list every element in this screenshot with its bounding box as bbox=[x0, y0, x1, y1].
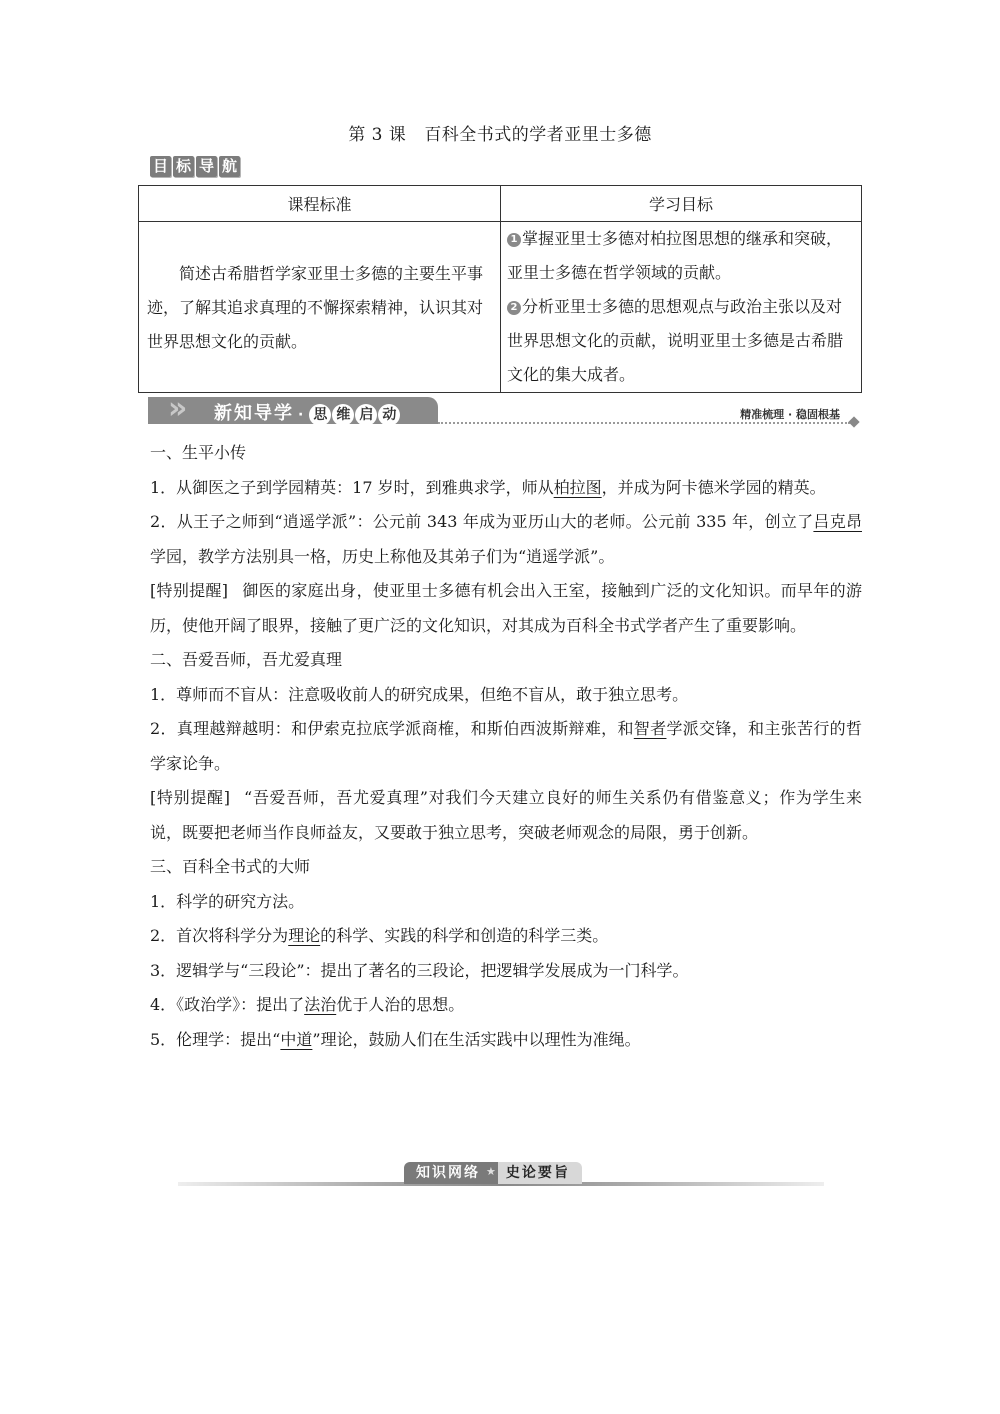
special-reminder bbox=[150, 574, 862, 643]
objective-item bbox=[507, 290, 855, 392]
underlined-keyword: 智者 bbox=[633, 719, 667, 738]
item-text: 2．首次将科学分为 bbox=[150, 926, 289, 945]
banner-left-label: 知识网络 bbox=[404, 1162, 486, 1184]
list-item bbox=[150, 712, 862, 781]
list-item bbox=[150, 1023, 862, 1058]
list-item bbox=[150, 471, 862, 506]
circled-char: 动 bbox=[378, 404, 400, 426]
item-text: 学园，教学方法别具一格，历史上称他及其弟子们为“逍遥学派”。 bbox=[150, 546, 615, 566]
goals-table bbox=[138, 185, 862, 393]
target-navigation-badge bbox=[150, 156, 240, 177]
objective-item bbox=[507, 222, 855, 290]
main-content bbox=[150, 436, 862, 1057]
underlined-keyword: 理论 bbox=[288, 926, 321, 945]
badge-char: 标 bbox=[173, 156, 194, 177]
item-text: 4．《政治学》：提出了 bbox=[150, 995, 305, 1014]
item-text: 2．真理越辩越明：和伊索克拉底学派商榷，和斯伯西波斯辩难，和 bbox=[150, 719, 634, 738]
banner-title-text: 新知导学 bbox=[214, 403, 294, 424]
banner-tab bbox=[404, 1162, 582, 1184]
badge-char: 导 bbox=[196, 156, 217, 177]
item-text: 5．伦理学：提出“ bbox=[150, 1029, 281, 1049]
underlined-keyword: 法治 bbox=[304, 995, 337, 1014]
section-heading: 一、生平小传 bbox=[150, 443, 247, 462]
item-text: 1．尊师而不盲从：注意吸收前人的研究成果，但绝不盲从，敢于独立思考。 bbox=[150, 684, 689, 704]
circled-char: 思 bbox=[309, 404, 331, 426]
lesson-number: 第 3 课 bbox=[348, 125, 407, 145]
number-circle-icon: 2 bbox=[507, 301, 521, 315]
list-item bbox=[150, 954, 862, 989]
list-item bbox=[150, 988, 862, 1023]
course-standard-cell: 简述古希腊哲学家亚里士多德的主要生平事迹，了解其追求真理的不懈探索精神，认识其对世界思想文化的贡献。 bbox=[139, 222, 501, 393]
table-header-row bbox=[139, 186, 862, 222]
list-item bbox=[150, 919, 862, 954]
section-heading: 三、百科全书式的大师 bbox=[150, 857, 311, 876]
item-text: 3．逻辑学与“三段论”：提出了著名的三段论，把逻辑学发展成为一门科学。 bbox=[150, 960, 689, 980]
item-text: 1．从御医之子到学园精英：17 岁时，到雅典求学，师从 bbox=[150, 477, 554, 497]
number-circle-icon: 1 bbox=[507, 233, 521, 247]
reminder-tag: [特别提醒] bbox=[150, 581, 229, 600]
knowledge-network-banner bbox=[178, 1162, 824, 1188]
section-heading: 二、吾爱吾师，吾尤爱真理 bbox=[150, 650, 343, 669]
underlined-keyword: 中道 bbox=[280, 1029, 313, 1049]
underlined-keyword: 柏拉图 bbox=[553, 477, 602, 497]
header-course-standard: 课程标准 bbox=[139, 186, 501, 222]
reminder-text: 御医的家庭出身，使亚里士多德有机会出入王室，接触到广泛的文化知识。而早年的游历，使他开阔了眼界，接触了更广泛的文化知识，对其成为百科全书式学者产生了重要影响。 bbox=[150, 581, 862, 635]
list-item bbox=[150, 885, 862, 920]
circled-char: 维 bbox=[332, 404, 354, 426]
item-text: ”理论，鼓励人们在生活实践中以理性为准绳。 bbox=[312, 1029, 641, 1049]
circled-char: 启 bbox=[355, 404, 377, 426]
lesson-title bbox=[0, 120, 1000, 145]
objective-text: 掌握亚里士多德对柏拉图思想的继承和突破，亚里士多德在哲学领域的贡献。 bbox=[507, 229, 843, 282]
item-text: 2．从王子之师到“逍遥学派”：公元前 343 年成为亚历山大的老师。公元前 335 年，创立了 bbox=[150, 512, 814, 531]
banner-title bbox=[214, 399, 401, 426]
reminder-text: “吾爱吾师，吾尤爱真理”对我们今天建立良好的师生关系仍有借鉴意义；作为学生来说，既要把老师当作良师益友，又要敢于独立思考，突破老师观念的局限，勇于创新。 bbox=[150, 788, 862, 842]
item-text: 的科学、实践的科学和创造的科学三类。 bbox=[320, 926, 609, 945]
lesson-name: 百科全书式的学者亚里士多德 bbox=[424, 125, 652, 145]
star-icon: ★ bbox=[486, 1162, 498, 1184]
banner-right-label: 史论要旨 bbox=[498, 1162, 582, 1184]
banner-dot: · bbox=[298, 407, 306, 423]
dotted-divider bbox=[438, 422, 850, 424]
special-reminder bbox=[150, 781, 862, 850]
double-chevron-icon: » bbox=[168, 391, 178, 426]
reminder-tag: [特别提醒] bbox=[150, 788, 230, 807]
item-text: 优于人治的思想。 bbox=[336, 995, 465, 1014]
banner-subtitle: 精准梳理 · 稳固根基 bbox=[740, 408, 840, 421]
diamond-icon bbox=[848, 416, 859, 427]
header-learning-objectives: 学习目标 bbox=[501, 186, 862, 222]
underlined-keyword: 吕克昂 bbox=[813, 512, 862, 531]
item-text: 学派交锋，和主张苦行的哲学家论争。 bbox=[150, 719, 862, 773]
table-row bbox=[139, 222, 862, 393]
badge-char: 航 bbox=[219, 156, 240, 177]
item-text: ，并成为阿卡德米学园的精英。 bbox=[601, 477, 826, 497]
objectives-cell bbox=[501, 222, 862, 393]
list-item bbox=[150, 505, 862, 574]
objective-text: 分析亚里士多德的思想观点与政治主张以及对世界思想文化的贡献，说明亚里士多德是古希腊文化的集大成者。 bbox=[507, 297, 844, 384]
list-item bbox=[150, 678, 862, 713]
badge-char: 目 bbox=[150, 156, 171, 177]
section-banner bbox=[148, 391, 860, 427]
item-text: 1．科学的研究方法。 bbox=[150, 891, 305, 911]
